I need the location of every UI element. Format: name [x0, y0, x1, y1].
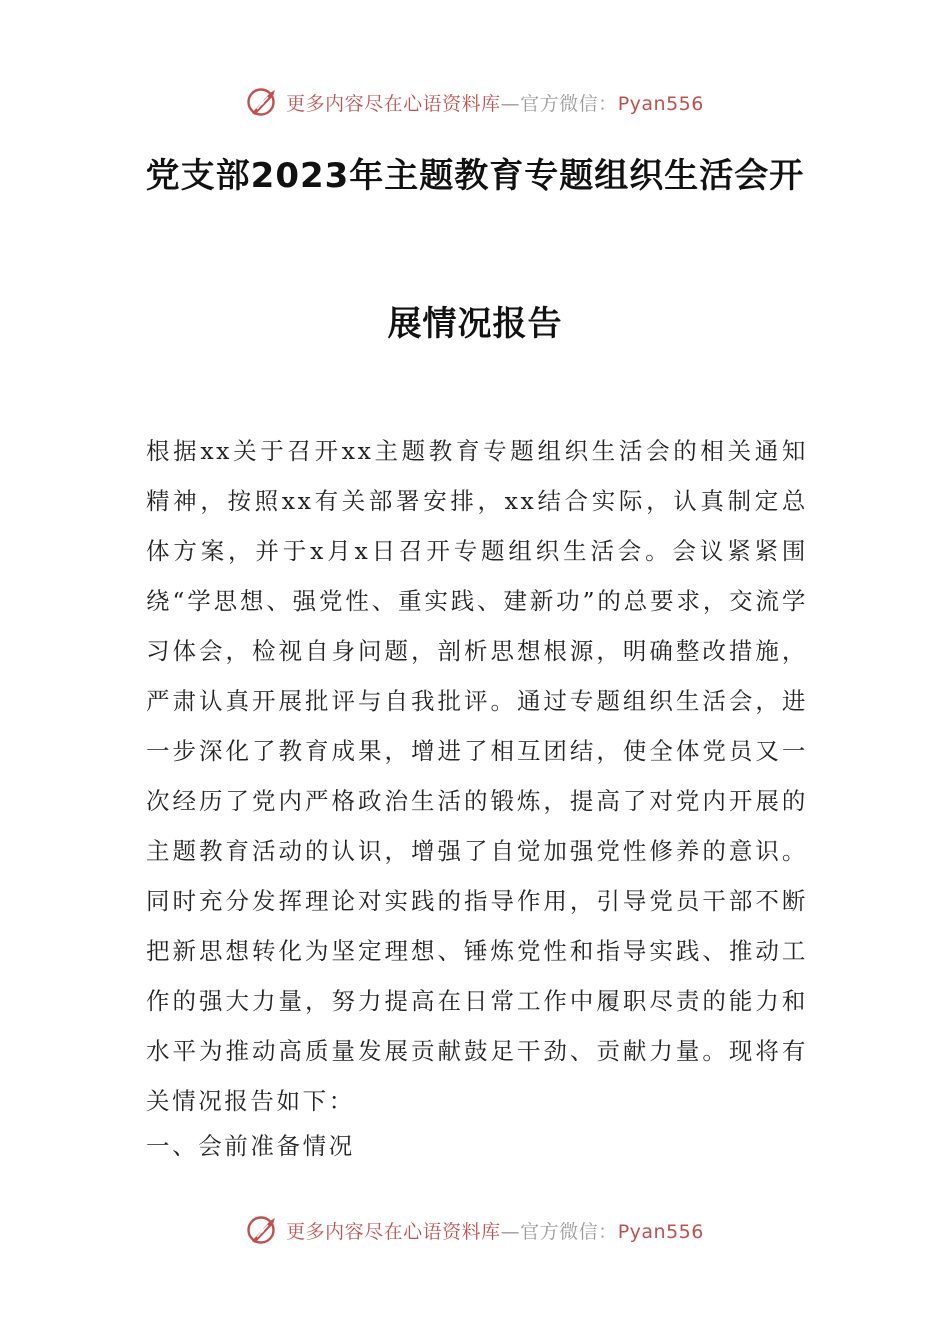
pen-logo-icon	[246, 85, 280, 119]
watermark-text	[286, 89, 704, 116]
section-heading: 一、会前准备情况	[146, 1132, 355, 1160]
watermark-wechat-id: Pyan556	[617, 92, 704, 115]
watermark-separator: —	[500, 92, 521, 115]
watermark-banner-bottom	[0, 1210, 950, 1250]
watermark-wechat-id: Pyan556	[617, 1220, 704, 1243]
document-body	[146, 426, 808, 1126]
watermark-wechat-label: 官方微信：	[520, 1220, 618, 1243]
watermark-wechat-label: 官方微信：	[520, 92, 618, 115]
watermark-brand: 更多内容尽在心语资料库	[286, 1220, 501, 1243]
pen-logo-icon	[246, 1213, 280, 1247]
watermark-brand: 更多内容尽在心语资料库	[286, 92, 501, 115]
watermark-banner-top	[0, 82, 950, 122]
watermark-text	[286, 1217, 704, 1244]
watermark-separator: —	[500, 1220, 521, 1243]
document-title-line-1: 党支部2023年主题教育专题组织生活会开	[145, 156, 805, 196]
document-title-line-2: 展情况报告	[387, 304, 563, 344]
intro-paragraph: 根据xx关于召开xx主题教育专题组织生活会的相关通知精神，按照xx有关部署安排，xx结合实际，认真制定总体方案，并于x月x日召开专题组织生活会。会议紧紧围绕“学思想、强党性、重实践、建新功”的总要求，交流学习体会，检视自身问题，剖析思想根源，明确整改措施，严肃认真开展批评与自我批评。通过专题组织生活会，进一步深化了教育成果，增进了相互团结，使全体党员又一次经历了党内严格政治生活的锻炼，提高了对党内开展的主题教育活动的认识，增强了自觉加强党性修养的意识。同时充分发挥理论对实践的指导作用，引导党员干部不断把新思想转化为坚定理想、锤炼党性和指导实践、推动工作的强大力量，努力提高在日常工作中履职尽责的能力和水平为推动高质量发展贡献鼓足干劲、贡献力量。现将有关情况报告如下：	[146, 437, 808, 1115]
